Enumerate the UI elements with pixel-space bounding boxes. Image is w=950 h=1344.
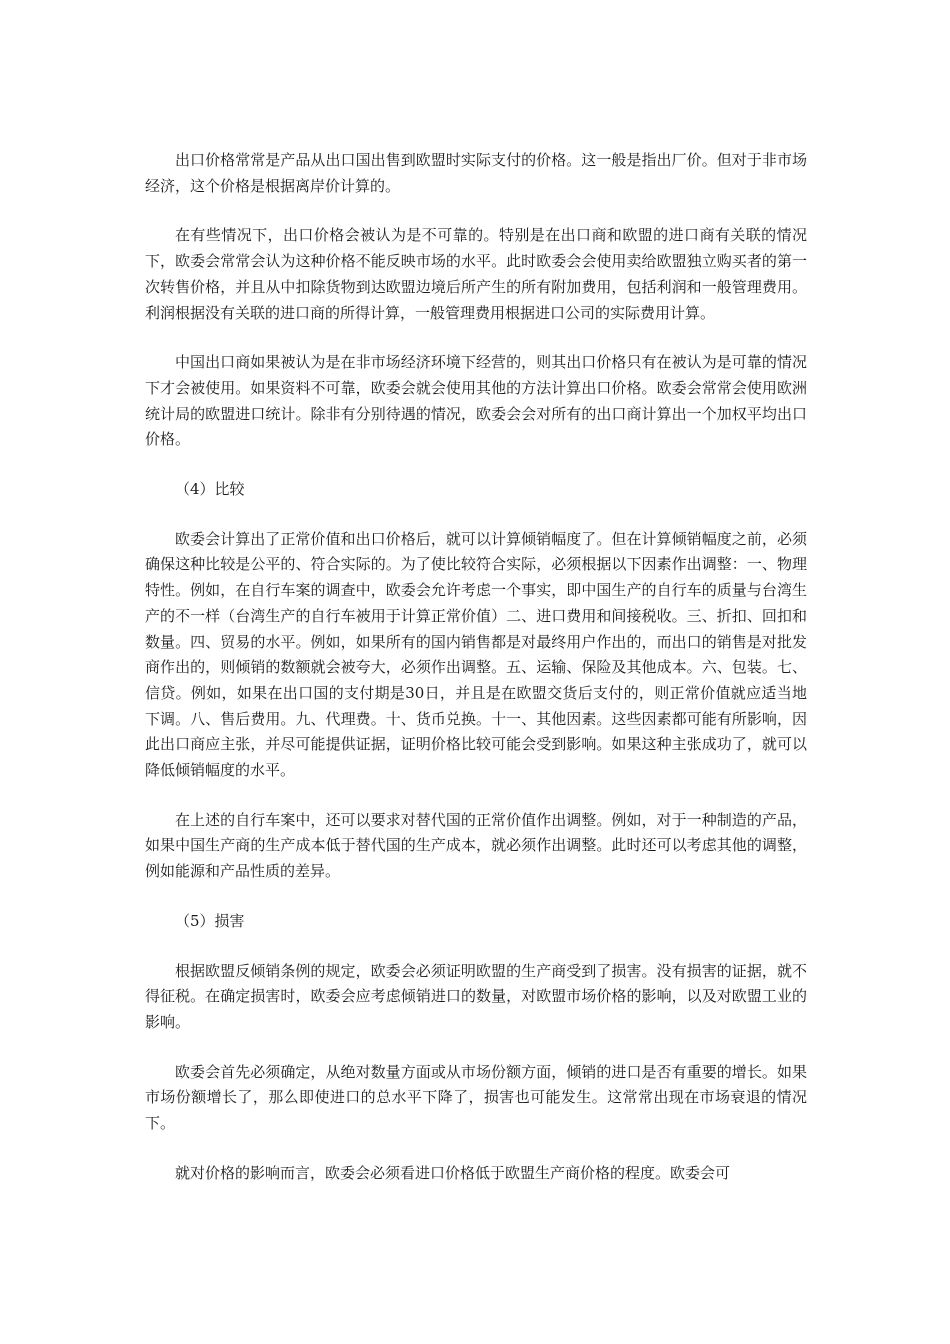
paragraph-chinese-exporters: 中国出口商如果被认为是在非市场经济环境下经营的，则其出口价格只有在被认为是可靠的情况下才会被使用。如果资料不可靠，欧委会就会使用其他的方法计算出口价格。欧委会常常会使用欧洲统计局的欧盟进口统计。除非有分别待遇的情况，欧委会会对所有的出口商计算出一个加权平均出口价格。	[145, 353, 807, 449]
paragraph-comparison-adjustments: 欧委会计算出了正常价值和出口价格后，就可以计算倾销幅度了。但在计算倾销幅度之前，必须确保这种比较是公平的、符合实际的。为了使比较符合实际，必须根据以下因素作出调整：一、物理特性。例如，在自行车案的调查中，欧委会允许考虑一个事实，即中国生产的自行车的质量与台湾生产的不一样（台湾生产的自行车被用于计算正常价值）二、进口费用和间接税收。三、折扣、回扣和数量。四、贸易的水平。例如，如果所有的国内销售都是对最终用户作出的，而出口的销售是对批发商作出的，则倾销的数额就会被夸大，必须作出调整。五、运输、保险及其他成本。六、包装。七、信贷。例如，如果在出口国的支付期是30日，并且是在欧盟交货后支付的，则正常价值就应适当地下调。八、售后费用。九、代理费。十、货币兑换。十一、其他因素。这些因素都可能有所影响，因此出口商应主张，并尽可能提供证据，证明价格比较可能会受到影响。如果这种主张成功了，就可以降低倾销幅度的水平。	[145, 529, 807, 780]
paragraph-unreliable-export-price: 在有些情况下，出口价格会被认为是不可靠的。特别是在出口商和欧盟的进口商有关联的情况下，欧委会常常会认为这种价格不能反映市场的水平。此时欧委会会使用卖给欧盟独立购买者的第一次转售价格，并且从中扣除货物到达欧盟边境后所产生的所有附加费用，包括利润和一般管理费用。利润根据没有关联的进口商的所得计算，一般管理费用根据进口公司的实际费用计算。	[145, 226, 807, 322]
paragraph-bicycle-case: 在上述的自行车案中，还可以要求对替代国的正常价值作出调整。例如，对于一种制造的产品，如果中国生产商的生产成本低于替代国的生产成本，就必须作出调整。此时还可以考虑其他的调整，例如能源和产品性质的差异。	[145, 810, 807, 881]
paragraph-export-price-definition: 出口价格常常是产品从出口国出售到欧盟时实际支付的价格。这一般是指出厂价。但对于非市场经济，这个价格是根据离岸价计算的。	[145, 151, 807, 195]
section-heading-injury: （5）损害	[175, 911, 245, 930]
paragraph-price-effect: 就对价格的影响而言，欧委会必须看进口价格低于欧盟生产商价格的程度。欧委会可	[175, 1163, 731, 1182]
paragraph-injury-rules: 根据欧盟反倾销条例的规定，欧委会必须证明欧盟的生产商受到了损害。没有损害的证据，就不得征税。在确定损害时，欧委会应考虑倾销进口的数量，对欧盟市场价格的影响，以及对欧盟工业的影响。	[145, 961, 807, 1031]
paragraph-import-growth: 欧委会首先必须确定，从绝对数量方面或从市场份额方面，倾销的进口是否有重要的增长。如果市场份额增长了，那么即使进口的总水平下降了，损害也可能发生。这常常出现在市场衰退的情况下。	[145, 1062, 807, 1133]
section-heading-comparison: （4）比较	[175, 480, 245, 499]
document-page	[145, 148, 807, 1211]
